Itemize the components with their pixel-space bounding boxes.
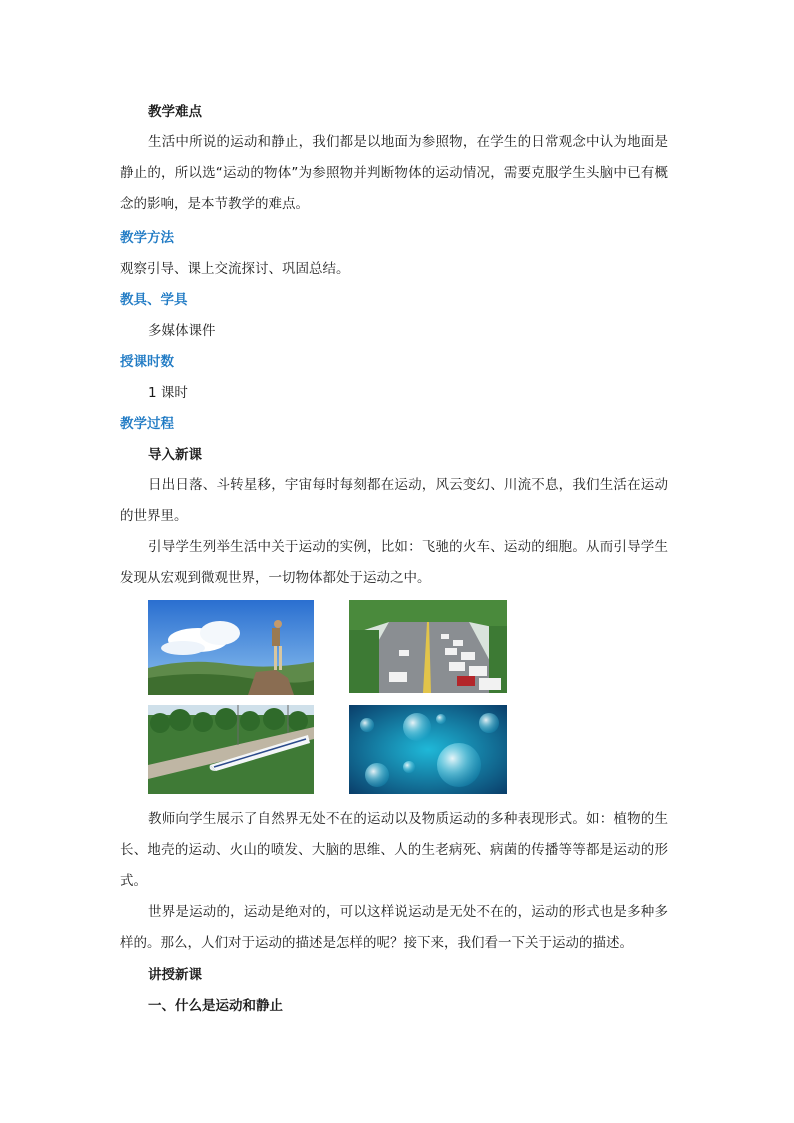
- method-text: 观察引导、课上交流探讨、巩固总结。: [120, 261, 350, 277]
- cells-photo: [349, 705, 507, 794]
- hours-heading: 授课时数: [120, 354, 174, 370]
- intro-paragraph-3: 教师向学生展示了自然界无处不在的运动以及物质运动的多种表现形式。如：植物的生长、地壳的运动、火山的喷发、大脑的思维、人的生老病死、病菌的传播等等都是运动的形式。: [120, 811, 668, 889]
- hours-text: 1 课时: [148, 385, 188, 401]
- tools-text: 多媒体课件: [148, 323, 216, 339]
- method-heading: 教学方法: [120, 230, 174, 246]
- high-speed-train-photo: [148, 705, 314, 794]
- tools-heading: 教具、学具: [120, 292, 188, 308]
- traffic-road-photo: [349, 600, 507, 693]
- intro-paragraph-1: 日出日落、斗转星移，宇宙每时每刻都在运动，风云变幻、川流不息，我们生活在运动的世界里。: [120, 477, 668, 524]
- intro-paragraph-2: 引导学生列举生活中关于运动的实例，比如：飞驰的火车、运动的细胞。从而引导学生发现从宏观到微观世界，一切物体都处于运动之中。: [120, 539, 668, 586]
- intro-paragraph-4: 世界是运动的，运动是绝对的，可以这样说运动是无处不在的，运动的形式也是多种多样的。那么，人们对于运动的描述是怎样的呢？接下来，我们看一下关于运动的描述。: [120, 904, 668, 951]
- intro-heading: 导入新课: [148, 447, 202, 463]
- difficulty-paragraph: 生活中所说的运动和静止，我们都是以地面为参照物，在学生的日常观念中认为地面是静止的，所以选“运动的物体”为参照物并判断物体的运动情况，需要克服学生头脑中已有概念的影响，是本节教学的难点。: [120, 134, 668, 212]
- section-one-heading: 一、什么是运动和静止: [148, 998, 283, 1014]
- difficulty-heading: 教学难点: [148, 104, 202, 120]
- hiker-on-mountain-photo: [148, 600, 314, 695]
- process-heading: 教学过程: [120, 416, 174, 432]
- lecture-heading: 讲授新课: [148, 967, 202, 983]
